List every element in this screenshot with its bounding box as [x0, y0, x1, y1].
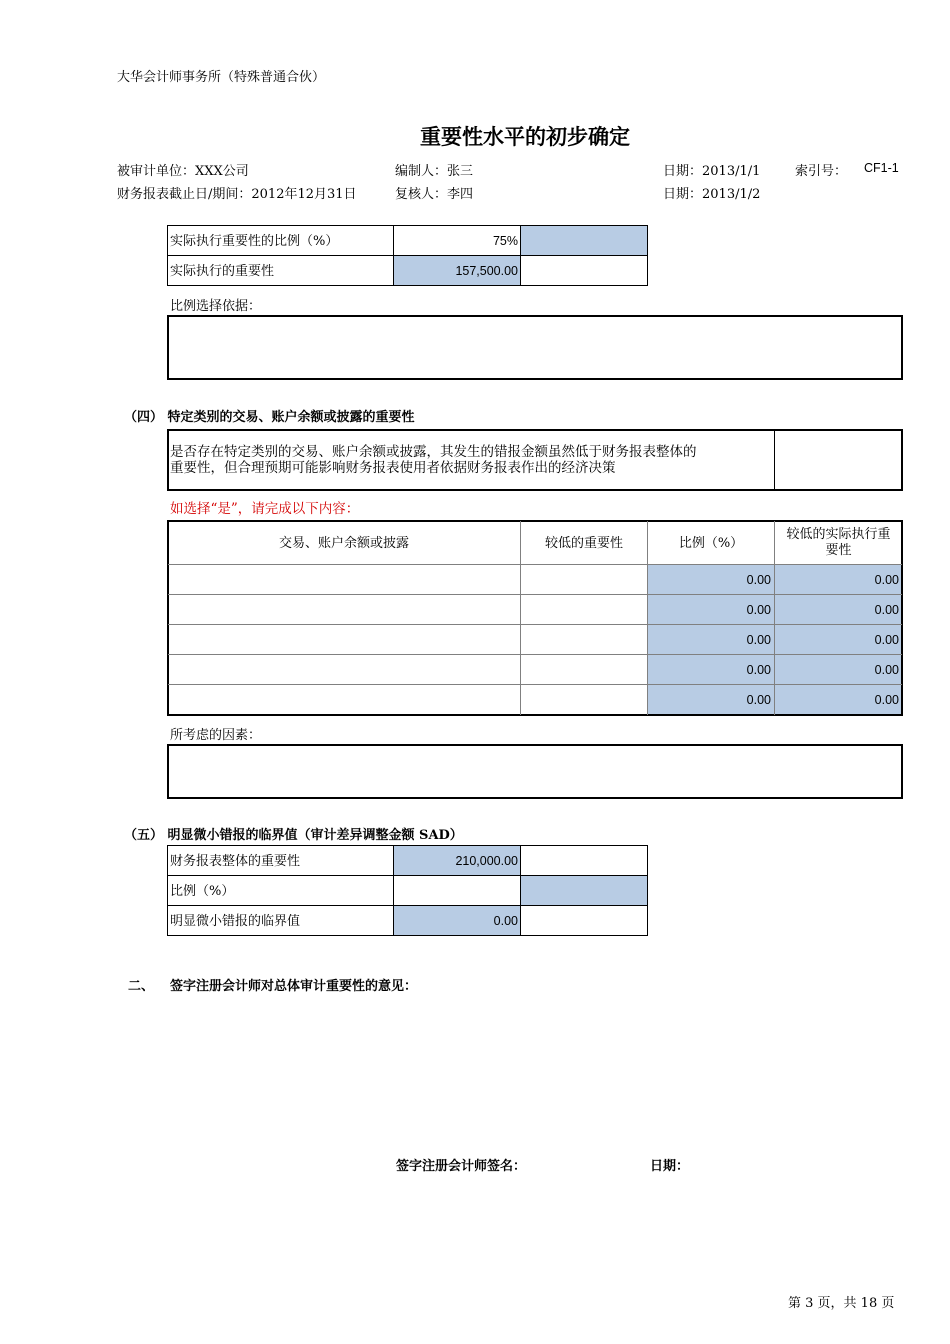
col-header-ratio: 比例（%） [678, 535, 744, 551]
lower-perf-value: 0.00 [874, 602, 899, 617]
page-number: 第 3 页，共 18 页 [788, 1296, 895, 1311]
ratio-input-cell[interactable] [521, 226, 647, 256]
firm-name: 大华会计师事务所（特殊普通合伙） [117, 70, 326, 85]
question-line1: 是否存在特定类别的交易、账户余额或披露，其发生的错报金额虽然低于财务报表整体的 [170, 444, 697, 460]
question-answer-cell[interactable] [776, 431, 901, 489]
ratio-value: 0.00 [746, 662, 771, 677]
reviewed-date: 日期：2013/1/2 [663, 187, 761, 202]
overall-materiality-value: 210,000.00 [455, 853, 518, 868]
col-header-lower-perf [775, 527, 902, 561]
ratio-value: 0.00 [746, 572, 771, 587]
basis-label: 比例选择依据： [170, 299, 262, 314]
prepared-date: 日期：2013/1/1 [663, 164, 761, 179]
section4-heading: （四） 特定类别的交易、账户余额或披露的重要性 [124, 410, 415, 425]
perf-ratio-value: 75% [492, 233, 518, 248]
ratio-value: 0.00 [746, 602, 771, 617]
index-value: CF1-1 [864, 161, 899, 175]
index-label: 索引号： [795, 164, 848, 179]
signature-label: 签字注册会计师签名： [396, 1159, 527, 1174]
lower-perf-value: 0.00 [874, 692, 899, 707]
lower-materiality-cell[interactable] [521, 655, 647, 685]
sad-ratio-input-cell[interactable] [521, 876, 647, 906]
section2-heading: 签字注册会计师对总体审计重要性的意见： [170, 979, 418, 994]
question-text [170, 444, 697, 476]
ratio-value: 0.00 [746, 692, 771, 707]
lower-materiality-cell[interactable] [521, 565, 647, 595]
section5-heading: （五） 明显微小错报的临界值（审计差异调整金额 SAD） [124, 828, 463, 843]
col-header-item: 交易、账户余额或披露 [278, 535, 409, 551]
lower-perf-value: 0.00 [874, 632, 899, 647]
factors-textbox[interactable] [167, 744, 903, 799]
col-header-lower-perf-line2: 要性 [825, 543, 852, 558]
item-cell[interactable] [169, 655, 519, 685]
lower-materiality-cell[interactable] [521, 595, 647, 625]
item-cell[interactable] [169, 685, 519, 715]
question-line2: 重要性，但合理预期可能影响财务报表使用者依据财务报表作出的经济决策 [170, 460, 616, 476]
sad-threshold-value: 0.00 [493, 913, 518, 928]
client-label: 被审计单位：XXX公司 [117, 164, 249, 179]
item-cell[interactable] [169, 565, 519, 595]
ratio-value: 0.00 [746, 632, 771, 647]
basis-textbox[interactable] [167, 315, 903, 380]
item-cell[interactable] [169, 625, 519, 655]
reviewer-label: 复核人：李四 [395, 187, 474, 202]
page-title: 重要性水平的初步确定 [420, 124, 630, 149]
sad-threshold-label: 明显微小错报的临界值 [170, 913, 301, 929]
col-header-lower-perf-line1: 较低的实际执行重 [786, 527, 891, 542]
lower-materiality-cell[interactable] [521, 625, 647, 655]
lower-materiality-cell[interactable] [521, 685, 647, 715]
lower-perf-value: 0.00 [874, 572, 899, 587]
sad-ratio-label: 比例（%） [170, 883, 235, 899]
col-header-lower-materiality: 较低的重要性 [544, 535, 623, 551]
preparer-label: 编制人：张三 [395, 164, 474, 179]
period-label: 财务报表截止日/期间：2012年12月31日 [117, 187, 357, 202]
perf-materiality-value: 157,500.00 [455, 263, 518, 278]
item-cell[interactable] [169, 595, 519, 625]
instruction-text: 如选择“是”，请完成以下内容： [170, 501, 360, 517]
overall-materiality-label: 财务报表整体的重要性 [170, 853, 301, 869]
factors-label: 所考虑的因素： [170, 728, 262, 743]
perf-materiality-label: 实际执行的重要性 [170, 263, 275, 279]
perf-ratio-label: 实际执行重要性的比例（%） [170, 233, 339, 249]
section2-number: 二、 [128, 979, 155, 994]
lower-perf-value: 0.00 [874, 662, 899, 677]
signature-date-label: 日期： [650, 1159, 690, 1174]
